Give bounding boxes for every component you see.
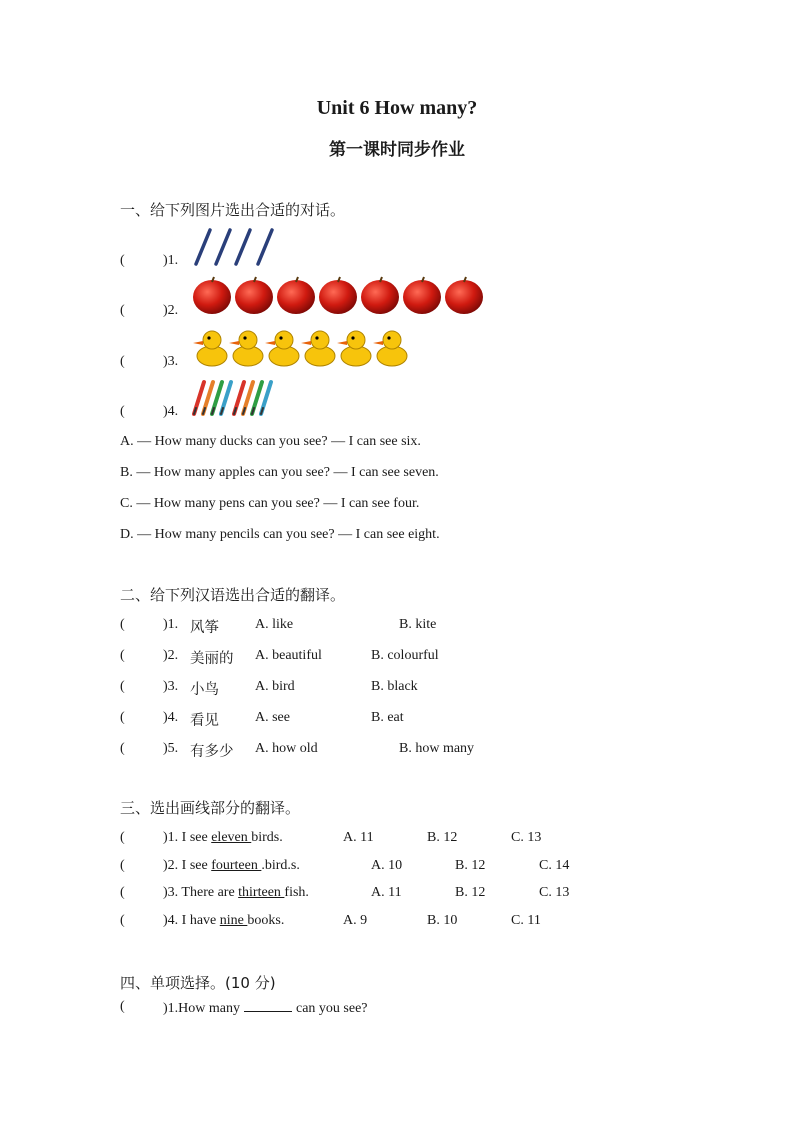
s2-row-4-option-b: B. eat [371,710,404,725]
s2-row-5-chinese: 有多少 [190,744,234,760]
pen-icon [258,230,272,264]
duck-icon [229,331,263,366]
s2-row-1-option-a: A. like [255,617,294,632]
s3-row-1-sentence: )1. I see eleven birds. [163,830,283,845]
s3-row-2-paren: ( [120,858,125,873]
s2-row-5-num: )5. [163,741,179,756]
apple-icon [235,277,273,314]
pen-icon [236,230,250,264]
s2-row-3-option-a: A. bird [255,679,295,694]
s3-row-1-option-c: C. 13 [511,830,542,845]
s3-row-3-sentence: )3. There are thirteen fish. [163,885,309,900]
s3-row-2-option-a: A. 10 [371,858,403,873]
s3-row-4-option-c: C. 11 [511,913,541,928]
s2-row-4-paren: ( [120,710,125,725]
s3-row-2-sentence: )2. I see fourteen .bird.s. [163,858,300,873]
s3-row-1-paren: ( [120,830,125,845]
pens-picture [192,226,282,268]
underlined-word: nine [219,913,248,928]
s2-row-5-option-a: A. how old [255,741,318,756]
s1-option-a: A. — How many ducks can you see? — I can see six. [120,434,421,449]
duck-icon [193,331,227,366]
s2-row-1-option-b: B. kite [399,617,437,632]
apple-icon [277,277,315,314]
s1-row-1-num: )1. [163,253,179,268]
s1-option-b: B. — How many apples can you see? — I can see seven. [120,465,439,480]
s1-row-2-num: )2. [163,303,179,318]
apple-icon [445,277,483,314]
apple-icon [403,277,441,314]
underlined-word: thirteen [238,885,285,900]
pen-icon [216,230,230,264]
s1-row-4-num: )4. [163,404,179,419]
apples-picture [192,276,484,316]
s3-row-4-option-b: B. 10 [427,913,458,928]
apple-icon [319,277,357,314]
s3-row-1-option-a: A. 11 [343,830,374,845]
s2-row-3-option-b: B. black [371,679,418,694]
underlined-word: fourteen [211,858,262,873]
duck-icon [373,331,407,366]
s3-row-3-option-c: C. 13 [539,885,570,900]
page-title: Unit 6 How many? [316,97,478,119]
s2-row-2-num: )2. [163,648,179,663]
section4-heading: 四、单项选择。(10 分) [120,974,276,992]
s3-row-3-paren: ( [120,885,125,900]
s3-row-4-sentence: )4. I have nine books. [163,913,285,928]
section2-heading: 二、给下列汉语选出合适的翻译。 [120,586,346,604]
pencils-picture [190,378,274,418]
answer-blank [244,999,292,1012]
s3-row-3-option-b: B. 12 [455,885,486,900]
duck-icon [301,331,335,366]
s1-row-3-num: )3. [163,354,179,369]
s4-row-1-paren: ( [120,999,125,1014]
s3-row-2-option-c: C. 14 [539,858,570,873]
section3-heading: 三、选出画线部分的翻译。 [120,799,301,817]
s1-row-2-paren: ( [120,303,125,318]
s2-row-5-paren: ( [120,741,125,756]
s2-row-1-num: )1. [163,617,179,632]
s2-row-2-option-a: A. beautiful [255,648,322,663]
s2-row-1-paren: ( [120,617,125,632]
s2-row-5-option-b: B. how many [399,741,475,756]
duck-icon [337,331,371,366]
s3-row-2-option-b: B. 12 [455,858,486,873]
s2-row-2-chinese: 美丽的 [190,651,234,667]
s3-row-3-option-a: A. 11 [371,885,402,900]
s3-row-4-paren: ( [120,913,125,928]
s2-row-2-paren: ( [120,648,125,663]
s1-row-4-paren: ( [120,404,125,419]
page-subtitle: 第一课时同步作业 [329,140,465,160]
s2-row-4-num: )4. [163,710,179,725]
s1-option-c: C. — How many pens can you see? — I can see four. [120,496,420,511]
ducks-picture [190,328,412,370]
section1-heading: 一、给下列图片选出合适的对话。 [120,201,346,219]
s2-row-3-paren: ( [120,679,125,694]
s3-row-4-option-a: A. 9 [343,913,368,928]
s2-row-4-option-a: A. see [255,710,290,725]
s2-row-4-chinese: 看见 [190,713,219,729]
s2-row-3-chinese: 小鸟 [190,682,219,698]
apple-icon [193,277,231,314]
underlined-word: eleven [211,830,252,845]
s2-row-2-option-b: B. colourful [371,648,439,663]
s1-option-d: D. — How many pencils can you see? — I can see eight. [120,527,440,542]
s1-row-3-paren: ( [120,354,125,369]
s3-row-1-option-b: B. 12 [427,830,458,845]
duck-icon [265,331,299,366]
pen-icon [196,230,210,264]
s1-row-1-paren: ( [120,253,125,268]
s2-row-3-num: )3. [163,679,179,694]
apple-icon [361,277,399,314]
s2-row-1-chinese: 风筝 [190,620,219,636]
s4-row-1-sentence: )1.How many can you see? [163,1001,368,1016]
